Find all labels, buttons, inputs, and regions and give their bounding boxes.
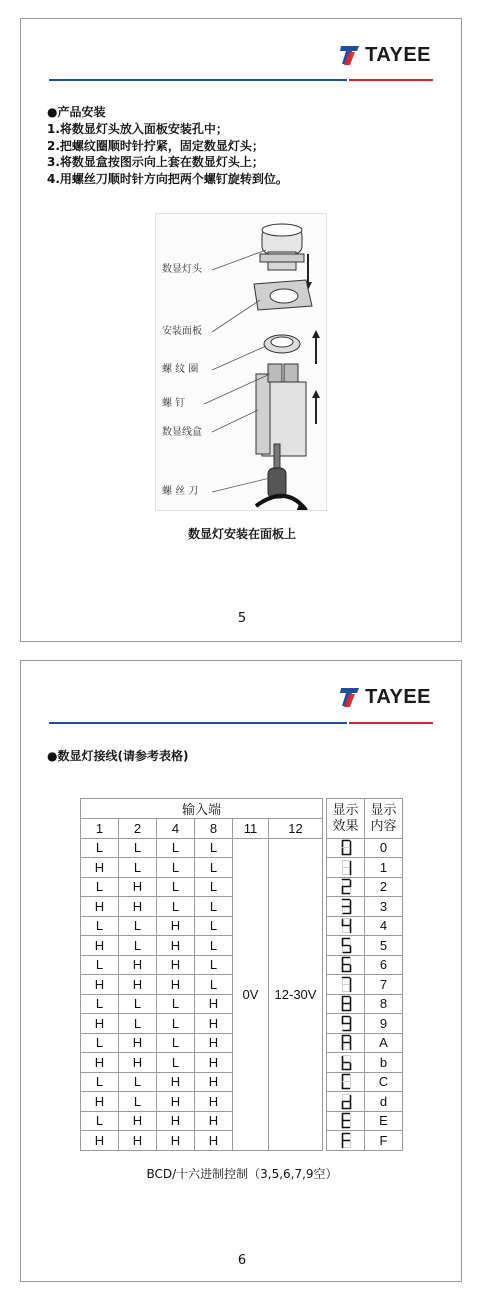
input-level-cell: L [195, 897, 233, 917]
display-content-cell: 0 [365, 838, 403, 858]
wiring-table [80, 798, 403, 1151]
input-level-cell: L [119, 916, 157, 936]
input-level-cell: L [81, 1033, 119, 1053]
input-level-cell: L [119, 1014, 157, 1034]
input-level-cell: H [81, 858, 119, 878]
figure-caption: 数显灯安装在面板上 [187, 527, 296, 541]
tayee-logo [337, 43, 431, 67]
page-number: 6 [237, 1253, 247, 1268]
input-level-cell: L [157, 858, 195, 878]
input-level-cell: H [157, 955, 195, 975]
input-level-cell: L [119, 1092, 157, 1112]
input-level-cell: H [157, 1092, 195, 1112]
header-rule-red [349, 722, 433, 724]
input-level-cell: L [195, 975, 233, 995]
tayee-logo [337, 685, 431, 709]
header-rule-blue [49, 722, 347, 724]
installation-diagram [155, 213, 327, 511]
seven-segment-icon [327, 858, 365, 878]
input-level-cell: H [119, 975, 157, 995]
input-level-cell: H [157, 936, 195, 956]
input-level-cell: L [81, 1111, 119, 1131]
input-level-cell: L [157, 1014, 195, 1034]
input-level-cell: L [157, 1033, 195, 1053]
seven-segment-icon [327, 994, 365, 1014]
display-content-cell: 9 [365, 1014, 403, 1034]
input-level-cell: H [195, 994, 233, 1014]
input-level-cell: H [119, 1111, 157, 1131]
display-content-cell: b [365, 1053, 403, 1073]
col-header: 4 [157, 819, 195, 839]
tayee-logo-mark [337, 43, 361, 67]
input-level-cell: H [81, 1131, 119, 1151]
page-number: 5 [237, 611, 247, 626]
col-header: 11 [233, 819, 269, 839]
seven-segment-icon [327, 955, 365, 975]
input-level-cell: L [195, 858, 233, 878]
input-level-cell: H [81, 1014, 119, 1034]
manual-page-6 [20, 660, 462, 1282]
display-content-cell: 3 [365, 897, 403, 917]
seven-segment-icon [327, 897, 365, 917]
col-header: 8 [195, 819, 233, 839]
input-level-cell: H [81, 1053, 119, 1073]
input-level-cell: H [195, 1092, 233, 1112]
input-level-cell: H [157, 1131, 195, 1151]
brand-name: TAYEE [365, 685, 431, 708]
install-steps [47, 121, 288, 187]
input-level-cell: L [157, 877, 195, 897]
display-effect-header: 显示 效果 [327, 799, 365, 839]
seven-segment-icon [327, 936, 365, 956]
input-level-cell: H [195, 1131, 233, 1151]
table-row [81, 838, 403, 858]
input-level-cell: H [119, 1053, 157, 1073]
input-level-cell: L [81, 838, 119, 858]
display-content-cell: 7 [365, 975, 403, 995]
seven-segment-icon [327, 1033, 365, 1053]
input-level-cell: H [81, 975, 119, 995]
input-level-cell: H [157, 916, 195, 936]
input-level-cell: L [157, 1053, 195, 1073]
input-level-cell: L [81, 916, 119, 936]
display-content-cell: d [365, 1092, 403, 1112]
input-level-cell: L [119, 1072, 157, 1092]
header-rule-red [349, 79, 433, 81]
col-header: 1 [81, 819, 119, 839]
input-level-cell: H [81, 897, 119, 917]
display-content-cell: 4 [365, 916, 403, 936]
seven-segment-icon [327, 1092, 365, 1112]
label-lamp-head: 数显灯头 [162, 264, 202, 275]
seven-segment-icon [327, 1014, 365, 1034]
input-level-cell: L [195, 838, 233, 858]
display-content-cell: F [365, 1131, 403, 1151]
manual-page-5 [20, 18, 462, 642]
display-content-cell: 2 [365, 877, 403, 897]
input-level-cell: L [157, 897, 195, 917]
seven-segment-icon [327, 1131, 365, 1151]
header-rule-blue [49, 79, 347, 81]
input-level-cell: L [119, 994, 157, 1014]
input-level-cell: H [195, 1014, 233, 1034]
input-group-header: 输入端 [81, 799, 323, 819]
input-level-cell: H [119, 877, 157, 897]
seven-segment-icon [327, 877, 365, 897]
brand-name: TAYEE [365, 43, 431, 66]
display-content-cell: 6 [365, 955, 403, 975]
seven-segment-icon [327, 838, 365, 858]
seven-segment-icon [327, 1111, 365, 1131]
input-level-cell: L [157, 994, 195, 1014]
input-level-cell: H [119, 1033, 157, 1053]
display-content-cell: 8 [365, 994, 403, 1014]
input-level-cell: L [119, 936, 157, 956]
input-level-cell: H [195, 1053, 233, 1073]
seven-segment-icon [327, 1053, 365, 1073]
input-level-cell: H [81, 936, 119, 956]
install-step: 1.将数显灯头放入面板安装孔中； [47, 122, 228, 136]
label-screw: 螺 钉 [162, 398, 186, 409]
display-content-cell: 1 [365, 858, 403, 878]
input-level-cell: H [195, 1072, 233, 1092]
terminal-12-voltage: 12-30V [269, 838, 323, 1150]
input-level-cell: L [157, 838, 195, 858]
input-level-cell: L [195, 955, 233, 975]
seven-segment-icon [327, 916, 365, 936]
input-level-cell: L [195, 936, 233, 956]
display-content-cell: 5 [365, 936, 403, 956]
input-level-cell: H [119, 955, 157, 975]
display-content-cell: E [365, 1111, 403, 1131]
display-content-cell: C [365, 1072, 403, 1092]
seven-segment-icon [327, 1072, 365, 1092]
input-level-cell: H [157, 1111, 195, 1131]
terminal-11-voltage: 0V [233, 838, 269, 1150]
display-content-header: 显示 内容 [365, 799, 403, 839]
input-level-cell: H [119, 1131, 157, 1151]
label-panel: 安装面板 [162, 326, 202, 337]
input-level-cell: L [81, 1072, 119, 1092]
input-level-cell: L [81, 994, 119, 1014]
input-level-cell: H [195, 1111, 233, 1131]
input-level-cell: L [195, 916, 233, 936]
installation-drawing [156, 214, 326, 510]
label-screwdriver: 螺 丝 刀 [162, 486, 199, 497]
input-level-cell: H [157, 975, 195, 995]
tayee-logo-mark [337, 685, 361, 709]
input-level-cell: H [195, 1033, 233, 1053]
seven-segment-icon [327, 975, 365, 995]
input-level-cell: L [119, 858, 157, 878]
input-level-cell: L [119, 838, 157, 858]
input-level-cell: L [195, 877, 233, 897]
section-title-wiring: ●数显灯接线(请参考表格) [47, 749, 189, 763]
input-level-cell: H [157, 1072, 195, 1092]
col-header: 2 [119, 819, 157, 839]
input-level-cell: H [119, 897, 157, 917]
input-level-cell: L [81, 955, 119, 975]
install-step: 4.用螺丝刀顺时针方向把两个螺钉旋转到位。 [47, 171, 288, 186]
install-step: 3.将数显盒按图示向上套在数显灯头上； [47, 155, 264, 169]
install-step: 2.把螺纹圈顺时针拧紧，固定数显灯头； [47, 138, 264, 153]
input-level-cell: L [81, 877, 119, 897]
label-box: 数显线盒 [162, 427, 202, 438]
section-title-install: ●产品安装 [47, 105, 106, 119]
input-level-cell: H [81, 1092, 119, 1112]
table-caption: BCD/十六进制控制（3,5,6,7,9空） [146, 1167, 338, 1181]
display-content-cell: A [365, 1033, 403, 1053]
label-thread-ring: 螺 纹 圈 [162, 364, 199, 375]
col-header: 12 [269, 819, 323, 839]
